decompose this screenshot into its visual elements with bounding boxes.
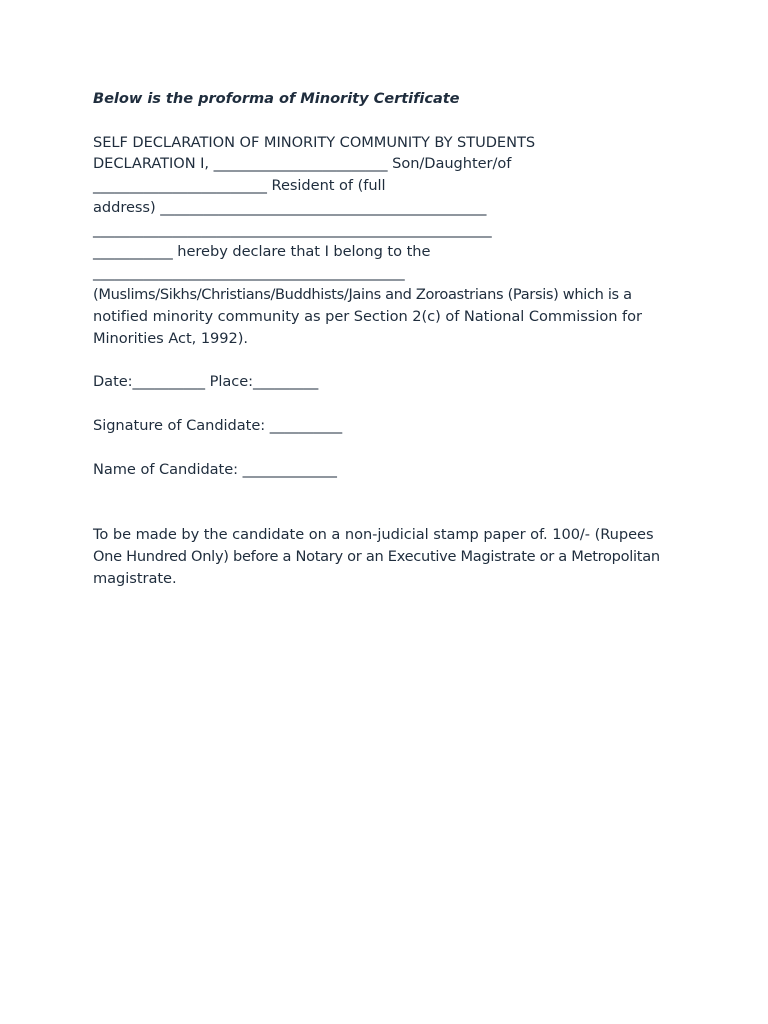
document-heading: Below is the proforma of Minority Certificate	[93, 90, 460, 107]
declaration-line: DECLARATION I, ________________________ Son/Daughter/of	[93, 155, 512, 173]
note-line: magistrate.	[93, 569, 177, 587]
spacer	[93, 393, 673, 415]
spacer	[93, 437, 673, 459]
name-field: Name of Candidate: _____________	[93, 460, 337, 478]
stamp-paper-note	[93, 524, 673, 589]
declaration-line: ________________________ Resident of (full	[93, 177, 386, 195]
document-content	[93, 88, 673, 589]
spacer	[93, 350, 673, 372]
note-line: To be made by the candidate on a non-judicial stamp paper of. 100/- (Rupees	[93, 525, 654, 543]
declaration-line: _______________________________________________________	[93, 220, 492, 238]
declaration-line: (Muslims/Sikhs/Christians/Buddhists/Jains and Zoroastrians (Parsis) which is a	[93, 286, 632, 304]
declaration-paragraph	[93, 132, 673, 350]
spacer	[93, 480, 673, 524]
declaration-line: SELF DECLARATION OF MINORITY COMMUNITY BY STUDENTS	[93, 133, 536, 151]
declaration-line: address) _____________________________________________	[93, 198, 487, 216]
declaration-line: ___________________________________________	[93, 264, 405, 282]
spacer	[93, 110, 673, 132]
declaration-line: Minorities Act, 1992).	[93, 329, 248, 347]
declaration-line: notified minority community as per Section 2(c) of National Commission for	[93, 307, 642, 325]
signature-field: Signature of Candidate: __________	[93, 416, 343, 434]
declaration-line: ___________ hereby declare that I belong to the	[93, 242, 431, 260]
note-line: One Hundred Only) before a Notary or an Executive Magistrate or a Metropolitan	[93, 547, 660, 565]
date-place-field: Date:__________ Place:_________	[93, 373, 319, 391]
